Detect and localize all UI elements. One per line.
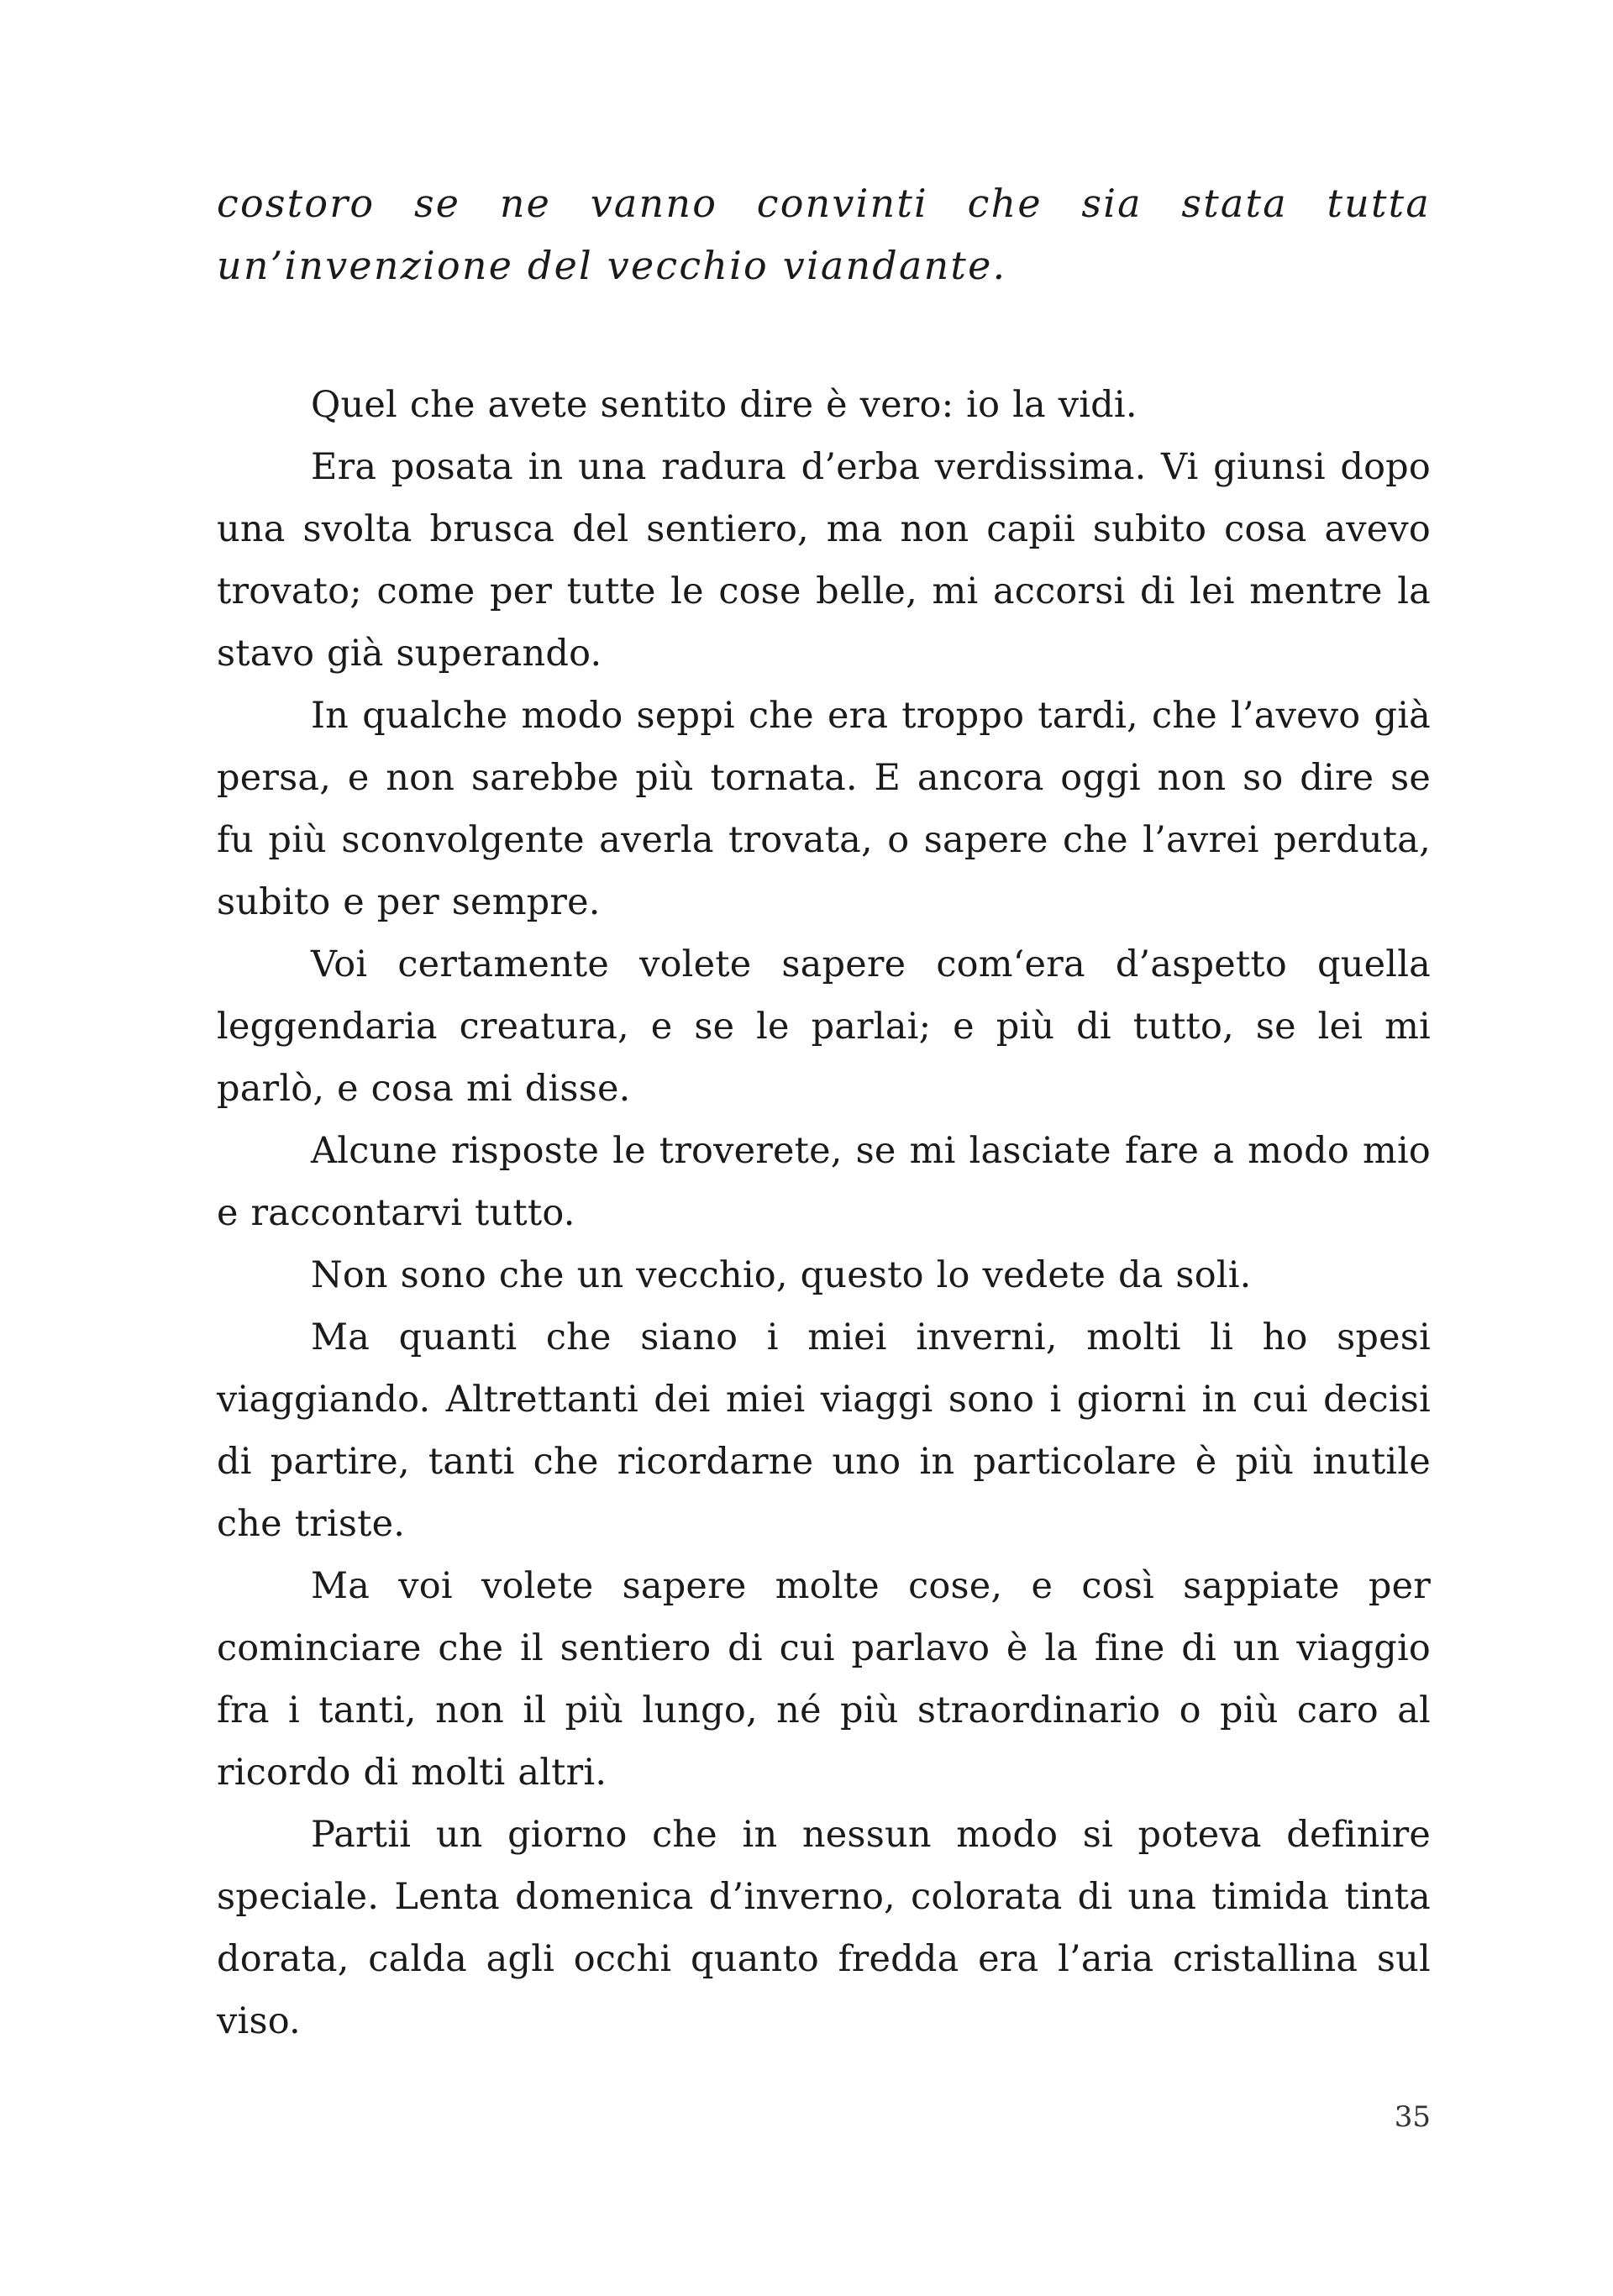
page-number: 35 xyxy=(1394,2100,1431,2134)
body-text xyxy=(217,374,1431,2052)
paragraph: In qualche modo seppi che era troppo tardi, che l’avevo già persa, e non sarebbe più tornata. E ancora oggi non so dire se fu più sconvolgente averla trovata, o sapere che l’avrei perduta, subito e per sempre. xyxy=(217,695,1431,923)
italic-lead-paragraph: costoro se ne vanno convinti che sia stata tutta un’invenzione del vecchio viandante. xyxy=(217,181,1431,288)
paragraph: Ma voi volete sapere molte cose, e così sappiate per cominciare che il sentiero di cui parlavo è la fine di un viaggio fra i tanti, non il più lungo, né più straordinario o più caro al ricordo di molti altri. xyxy=(217,1565,1431,1794)
paragraph: Era posata in una radura d’erba verdissima. Vi giunsi dopo una svolta brusca del sentiero, ma non capii subito cosa avevo trovato; come per tutte le cose belle, mi accorsi di lei mentre la stavo già superando. xyxy=(217,446,1431,675)
paragraph: Ma quanti che siano i miei inverni, molti li ho spesi viaggiando. Altrettanti dei miei viaggi sono i giorni in cui decisi di partire, tanti che ricordarne uno in particolare è più inutile che triste. xyxy=(217,1316,1431,1545)
paragraph: Alcune risposte le troverete, se mi lasciate fare a modo mio e raccontarvi tutto. xyxy=(217,1130,1431,1234)
paragraph: Voi certamente volete sapere com‘era d’aspetto quella leggendaria creatura, e se le parlai; e più di tutto, se lei mi parlò, e cosa mi disse. xyxy=(217,943,1431,1110)
paragraph: Quel che avete sentito dire è vero: io la vidi. xyxy=(311,384,1138,426)
text-block xyxy=(217,172,1431,2052)
paragraph: Non sono che un vecchio, questo lo vedete da soli. xyxy=(311,1254,1252,1296)
paragraph: Partii un giorno che in nessun modo si poteva definire speciale. Lenta domenica d’inverno, colorata di una timida tinta dorata, calda agli occhi quanto fredda era l’aria cristallina sul viso. xyxy=(217,1814,1431,2042)
